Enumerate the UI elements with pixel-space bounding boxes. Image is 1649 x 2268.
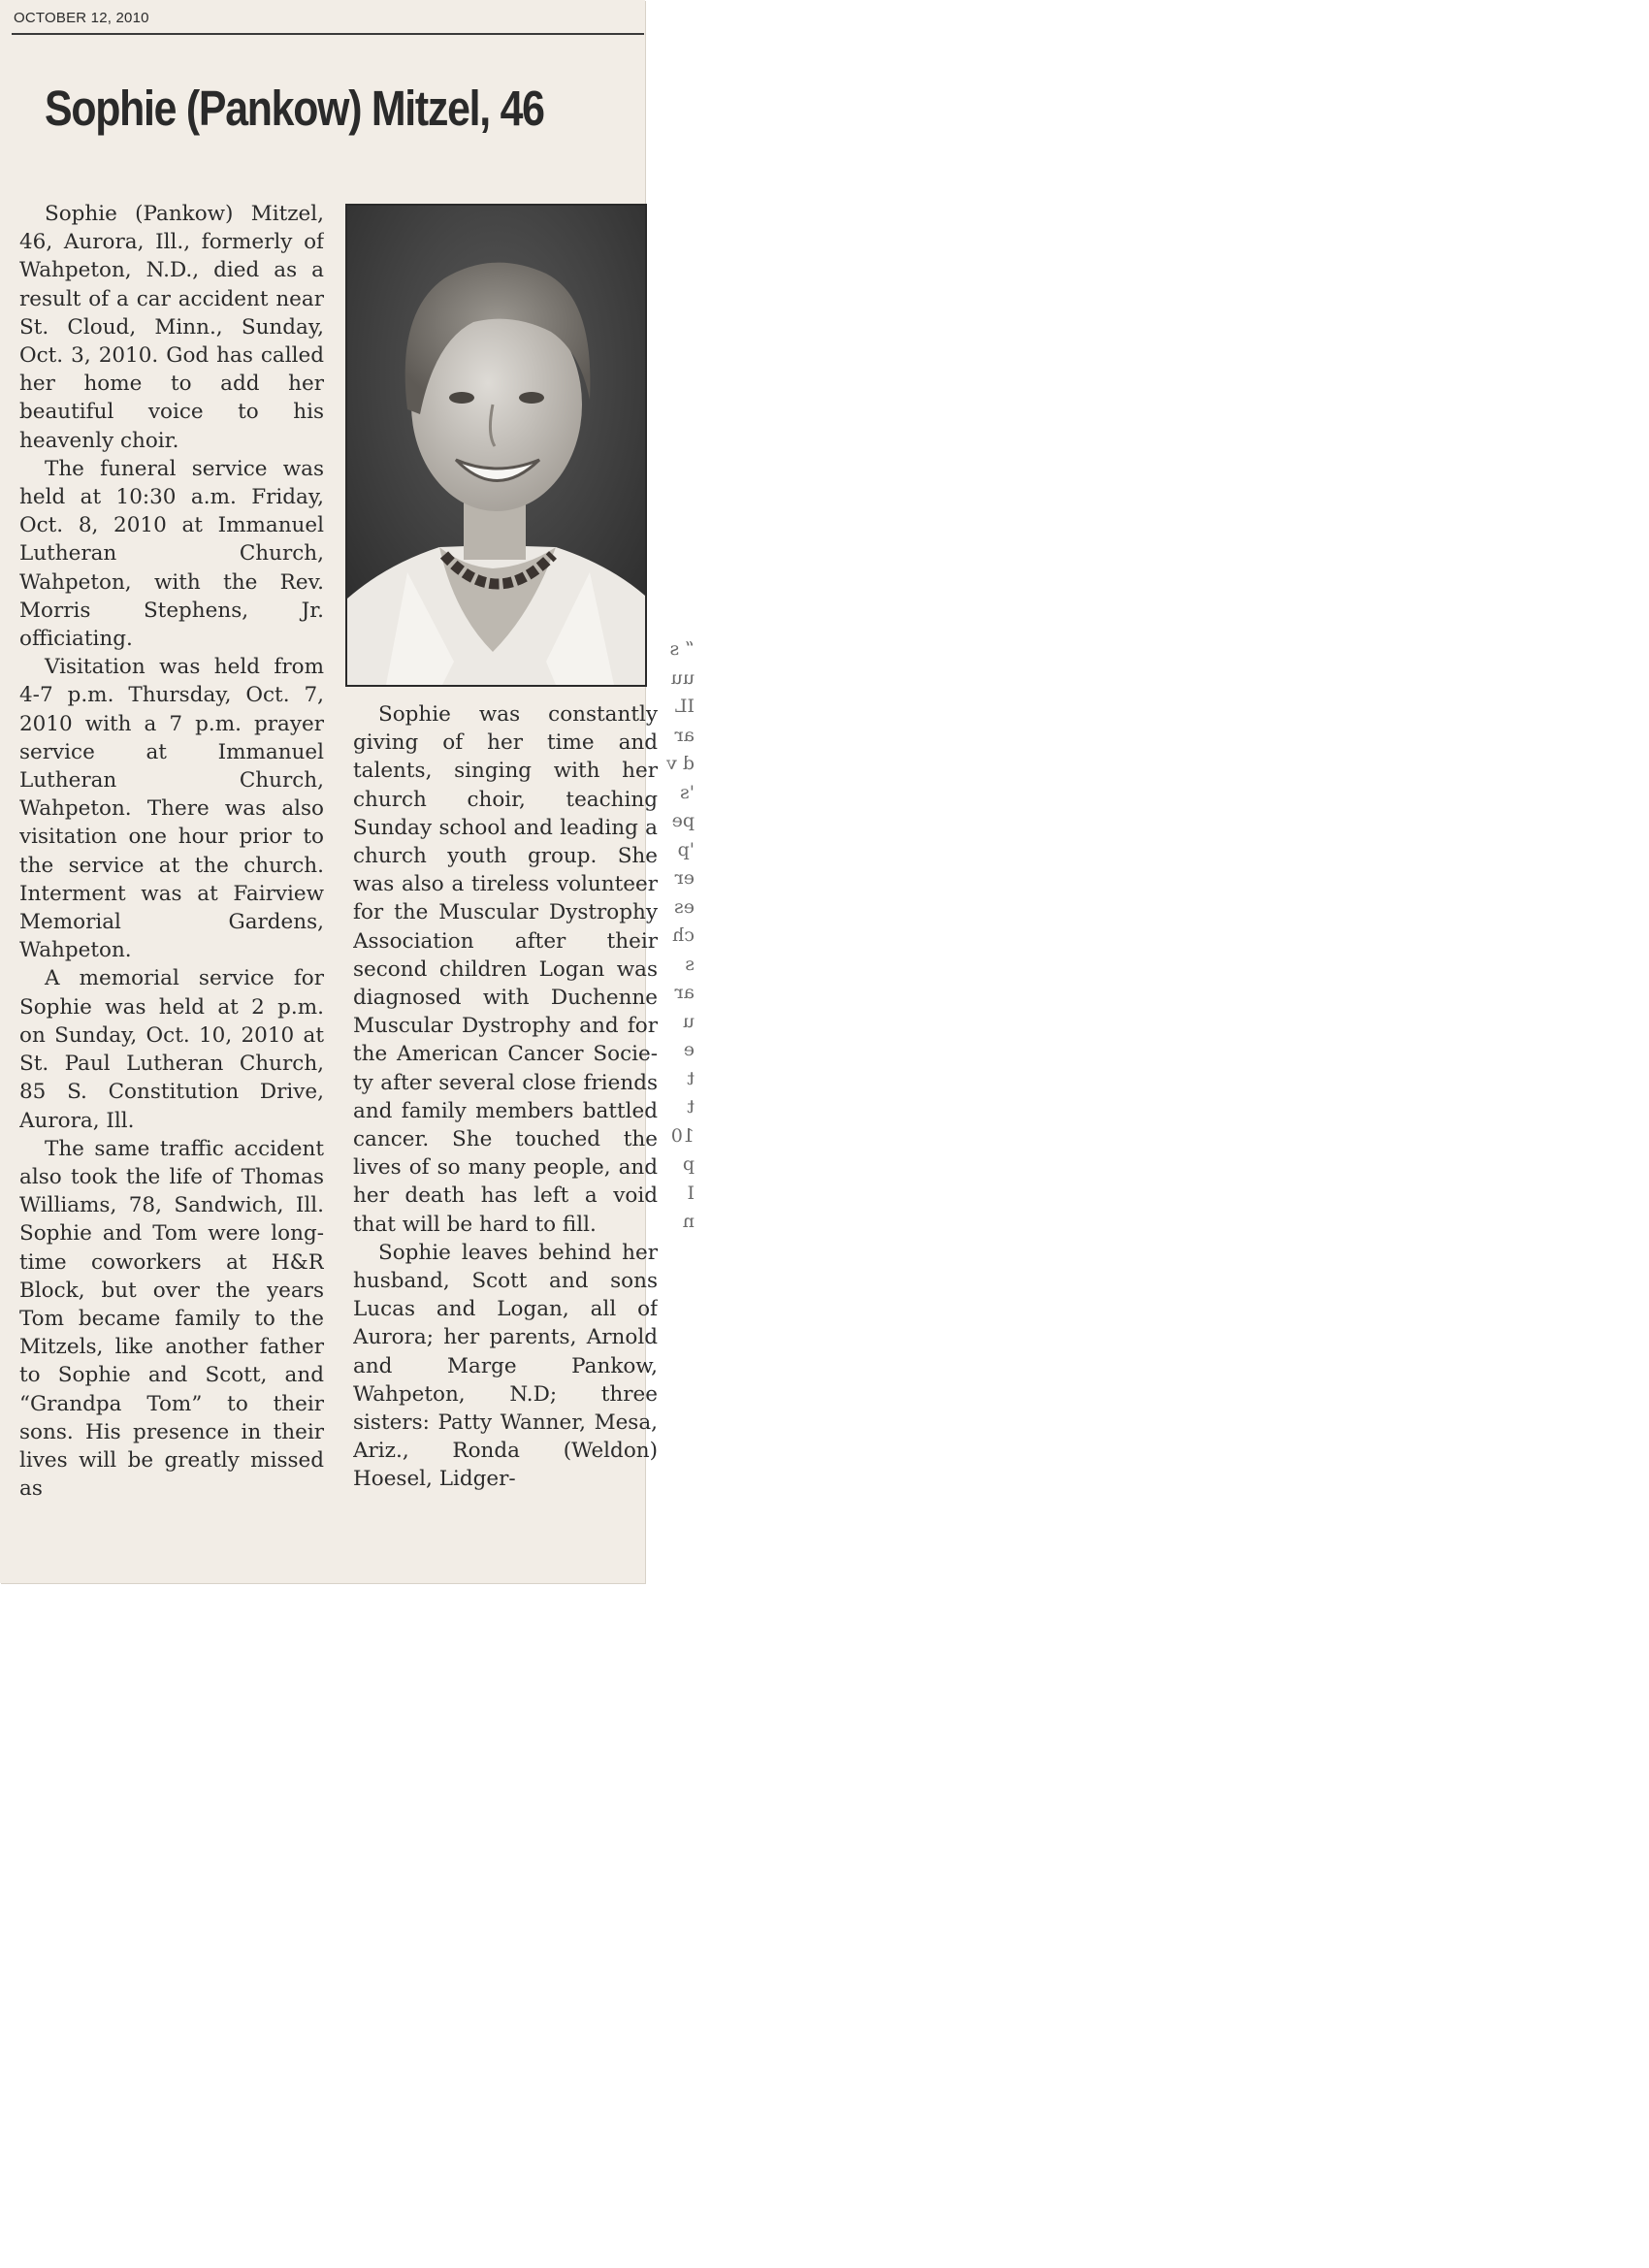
bleed-through-fragment: es: [674, 895, 695, 918]
bleed-through-fragment: 10: [670, 1124, 695, 1147]
bleed-through-fragment: e: [683, 1039, 695, 1060]
bleed-through-fragment: “ s: [669, 638, 695, 660]
bleed-through-fragment: t: [687, 1096, 695, 1118]
bleed-through-fragment: er: [674, 867, 695, 889]
dateline: OCTOBER 12, 2010: [14, 10, 149, 26]
newspaper-clipping: [0, 0, 658, 1583]
bleed-through-fragment: ch: [672, 924, 695, 946]
right-column: [353, 700, 658, 1583]
paragraph: The same traffic accident also took the life of Thomas Williams, 78, Sandwich, Ill. Sophie and Tom were long-time coworkers at H&R Block, but over the years Tom became family to the Mitzels, like another father to Sophie and Scott, and “Grandpa Tom” to their sons. His presence in their lives will be greatly missed as: [19, 1136, 324, 1502]
bleed-through-text: [656, 635, 695, 1237]
bleed-through-fragment: u: [682, 1010, 695, 1032]
bleed-through-fragment: p: [682, 1153, 695, 1175]
bleed-through-fragment: ar: [674, 982, 695, 1003]
bleed-through-fragment: IL: [674, 696, 695, 717]
portrait-image: [347, 206, 645, 685]
bleed-through-fragment: ar: [674, 724, 695, 746]
bleed-through-fragment: d v: [666, 753, 695, 774]
bleed-through-fragment: pe: [671, 810, 695, 831]
header-rule: [12, 33, 644, 35]
bleed-through-fragment: I: [687, 1182, 695, 1204]
paragraph: Sophie (Pankow) Mitzel, 46, Aurora, Ill., formerly of Wahpeton, N.D., died as a result of a car accident near St. Cloud, Minn., Sunday, Oct. 3, 2010. God has called her home to add her beautiful voice to his heavenly choir.: [19, 202, 324, 453]
paragraph: A memorial service for Sophie was held at 2 p.m. on Sunday, Oct. 10, 2010 at St. Paul Lutheran Church, 85 S. Constitution Drive, Aurora, Ill.: [19, 966, 324, 1133]
left-column: [19, 200, 324, 1583]
bleed-through-fragment: s: [685, 953, 695, 975]
bleed-through-fragment: 'p: [677, 838, 695, 860]
bleed-through-fragment: 's: [680, 781, 695, 803]
obituary-headline: Sophie (Pankow) Mitzel, 46: [45, 81, 544, 136]
paragraph: The funeral service was held at 10:30 a.m. Friday, Oct. 8, 2010 at Immanuel Lutheran Church, Wahpeton, with the Rev. Morris Stephens, Jr. officiating.: [19, 456, 324, 652]
bleed-through-fragment: t: [687, 1067, 695, 1089]
bleed-through-fragment: n: [682, 1211, 695, 1232]
portrait-photo: [345, 204, 647, 687]
paragraph: Sophie leaves behind her husband, Scott and sons Lucas and Logan, all of Aurora; her parents, Arnold and Marge Pankow, Wahpeton, N.D; three sisters: Patty Wanner, Mesa, Ariz., Ronda (Weldon) Hoesel, Lidger-: [353, 1240, 658, 1492]
bleed-through-fragment: uu: [670, 666, 695, 689]
paragraph: Visitation was held from 4-7 p.m. Thursday, Oct. 7, 2010 with a 7 p.m. prayer service at Immanuel Lutheran Church, Wahpeton. There was also visitation one hour prior to the service at the church. Interment was at Fairview Memorial Gardens, Wahpeton.: [19, 655, 324, 963]
paragraph: Sophie was constantly giving of her time and talents, singing with her church choir, teaching Sunday school and leading a church youth group. She was also a tireless volunteer for the Muscular Dystrophy Association after their second children Logan was diagnosed with Duchenne Muscular Dystrophy and for the American Cancer Society after several close friends and family members battled cancer. She touched the lives of so many people, and her death has left a void that will be hard to fill.: [353, 702, 658, 1237]
